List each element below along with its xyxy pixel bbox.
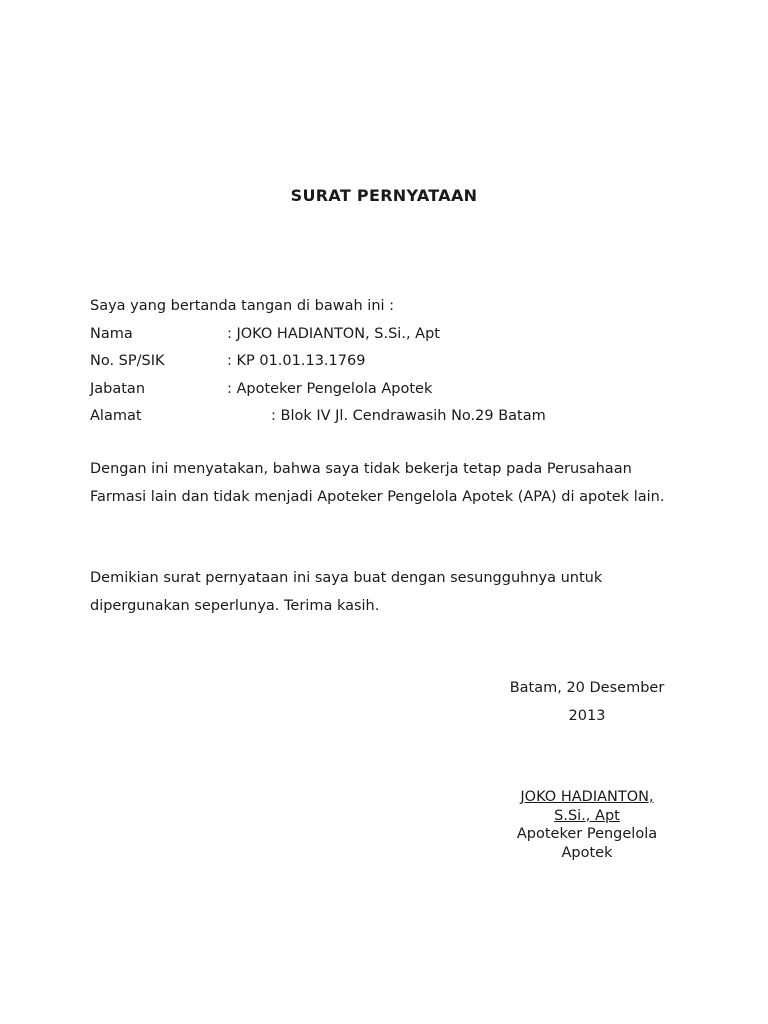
document-title: SURAT PERNYATAAN <box>290 186 478 205</box>
closing-paragraph: Demikian surat pernyataan ini saya buat dengan sesungguhnya untuk dipergunakan seperlunya. Terima kasih. <box>90 570 603 614</box>
intro-text: Saya yang bertanda tangan di bawah ini : <box>90 298 395 314</box>
signatory-name: JOKO HADIANTON, S.Si., Apt <box>520 789 654 824</box>
field-label: Nama <box>90 326 133 342</box>
statement-paragraph: Dengan ini menyatakan, bahwa saya tidak bekerja tetap pada Perusahaan Farmasi lain dan tidak menjadi Apoteker Pengelola Apotek (APA) di apotek lain. <box>90 461 665 505</box>
field-label: Alamat <box>90 408 142 424</box>
signatory-role: Apoteker Pengelola Apotek <box>516 826 658 861</box>
field-value: : KP 01.01.13.1769 <box>227 353 366 369</box>
place-date: Batam, 20 Desember 2013 <box>509 680 665 724</box>
field-value: : JOKO HADIANTON, S.Si., Apt <box>227 326 440 342</box>
field-value: : Blok IV Jl. Cendrawasih No.29 Batam <box>271 408 546 424</box>
field-label: Jabatan <box>90 381 146 397</box>
field-value: : Apoteker Pengelola Apotek <box>227 381 433 397</box>
signature-block <box>500 788 674 862</box>
field-label: No. SP/SIK <box>90 353 165 369</box>
